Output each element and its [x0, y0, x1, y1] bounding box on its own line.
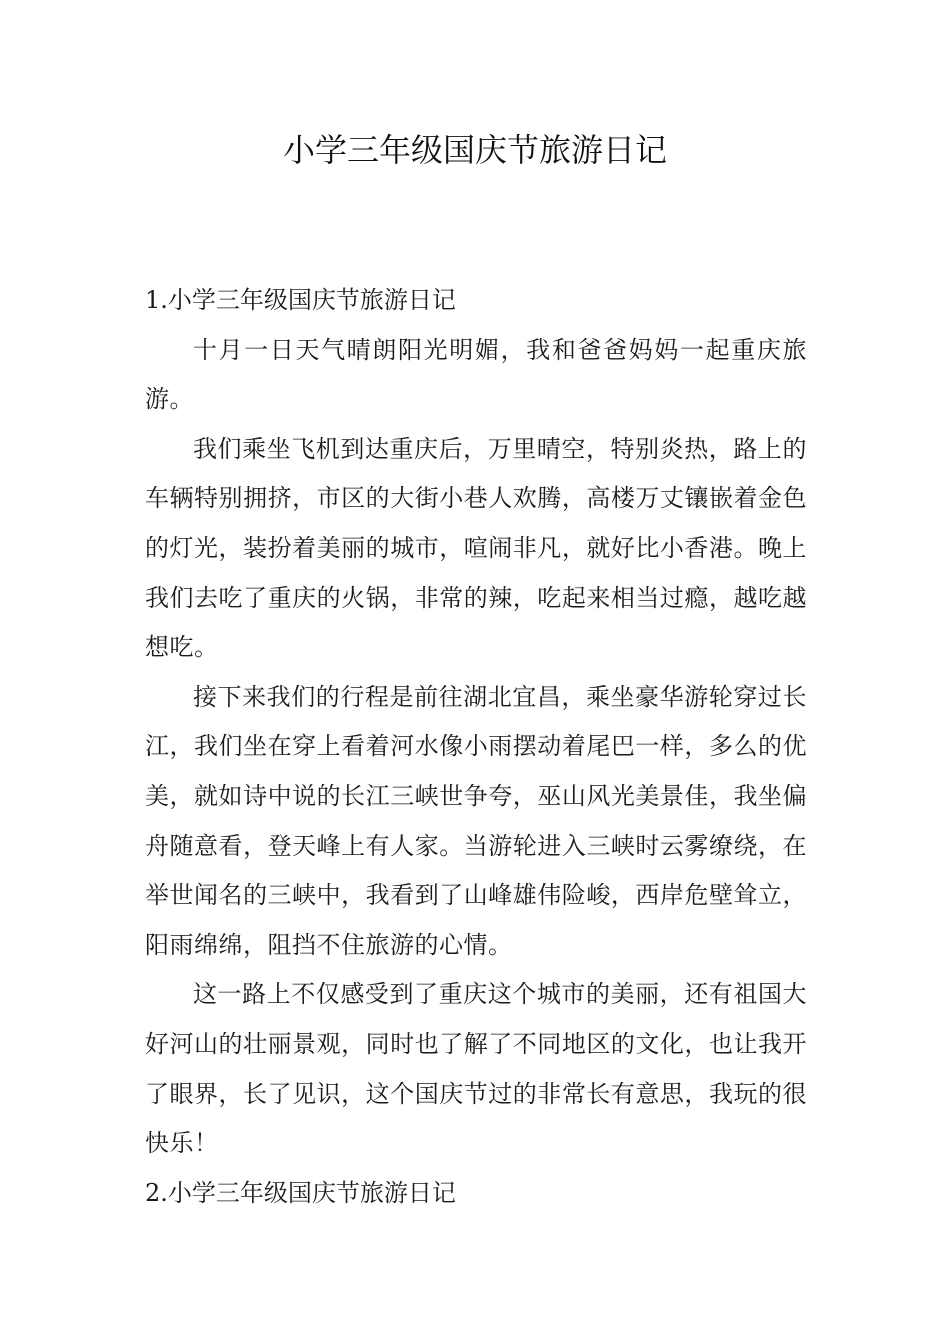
document-title: 小学三年级国庆节旅游日记 [282, 131, 667, 169]
paragraph: 接下来我们的行程是前往湖北宜昌，乘坐豪华游轮穿过长江，我们坐在穿上看着河水像小雨摆动着尾巴一样，多么的优美，就如诗中说的长江三峡世争夸，巫山风光美景佳，我坐偏舟随意看，登天峰上有人家。当游轮进入三峡时云雾缭绕，在举世闻名的三峡中，我看到了山峰雄伟险峻，西岸危壁耸立，阳雨绵绵，阻挡不住旅游的心情。 [145, 682, 807, 959]
paragraph: 我们乘坐飞机到达重庆后，万里晴空，特别炎热，路上的车辆特别拥挤，市区的大街小巷人欢腾，高楼万丈镶嵌着金色的灯光，装扮着美丽的城市，喧闹非凡，就好比小香港。晚上我们去吃了重庆的火锅，非常的辣，吃起来相当过瘾，越吃越想吃。 [145, 434, 807, 662]
section-heading-2: 2.小学三年级国庆节旅游日记 [145, 1178, 456, 1207]
paragraph: 十月一日天气晴朗阳光明媚，我和爸爸妈妈一起重庆旅游。 [145, 335, 807, 414]
paragraph: 这一路上不仅感受到了重庆这个城市的美丽，还有祖国大好河山的壮丽景观，同时也了解了不同地区的文化，也让我开了眼界，长了见识，这个国庆节过的非常长有意思，我玩的很快乐！ [145, 980, 807, 1158]
document-body [145, 276, 807, 1218]
section-heading-1: 1.小学三年级国庆节旅游日记 [145, 286, 456, 314]
